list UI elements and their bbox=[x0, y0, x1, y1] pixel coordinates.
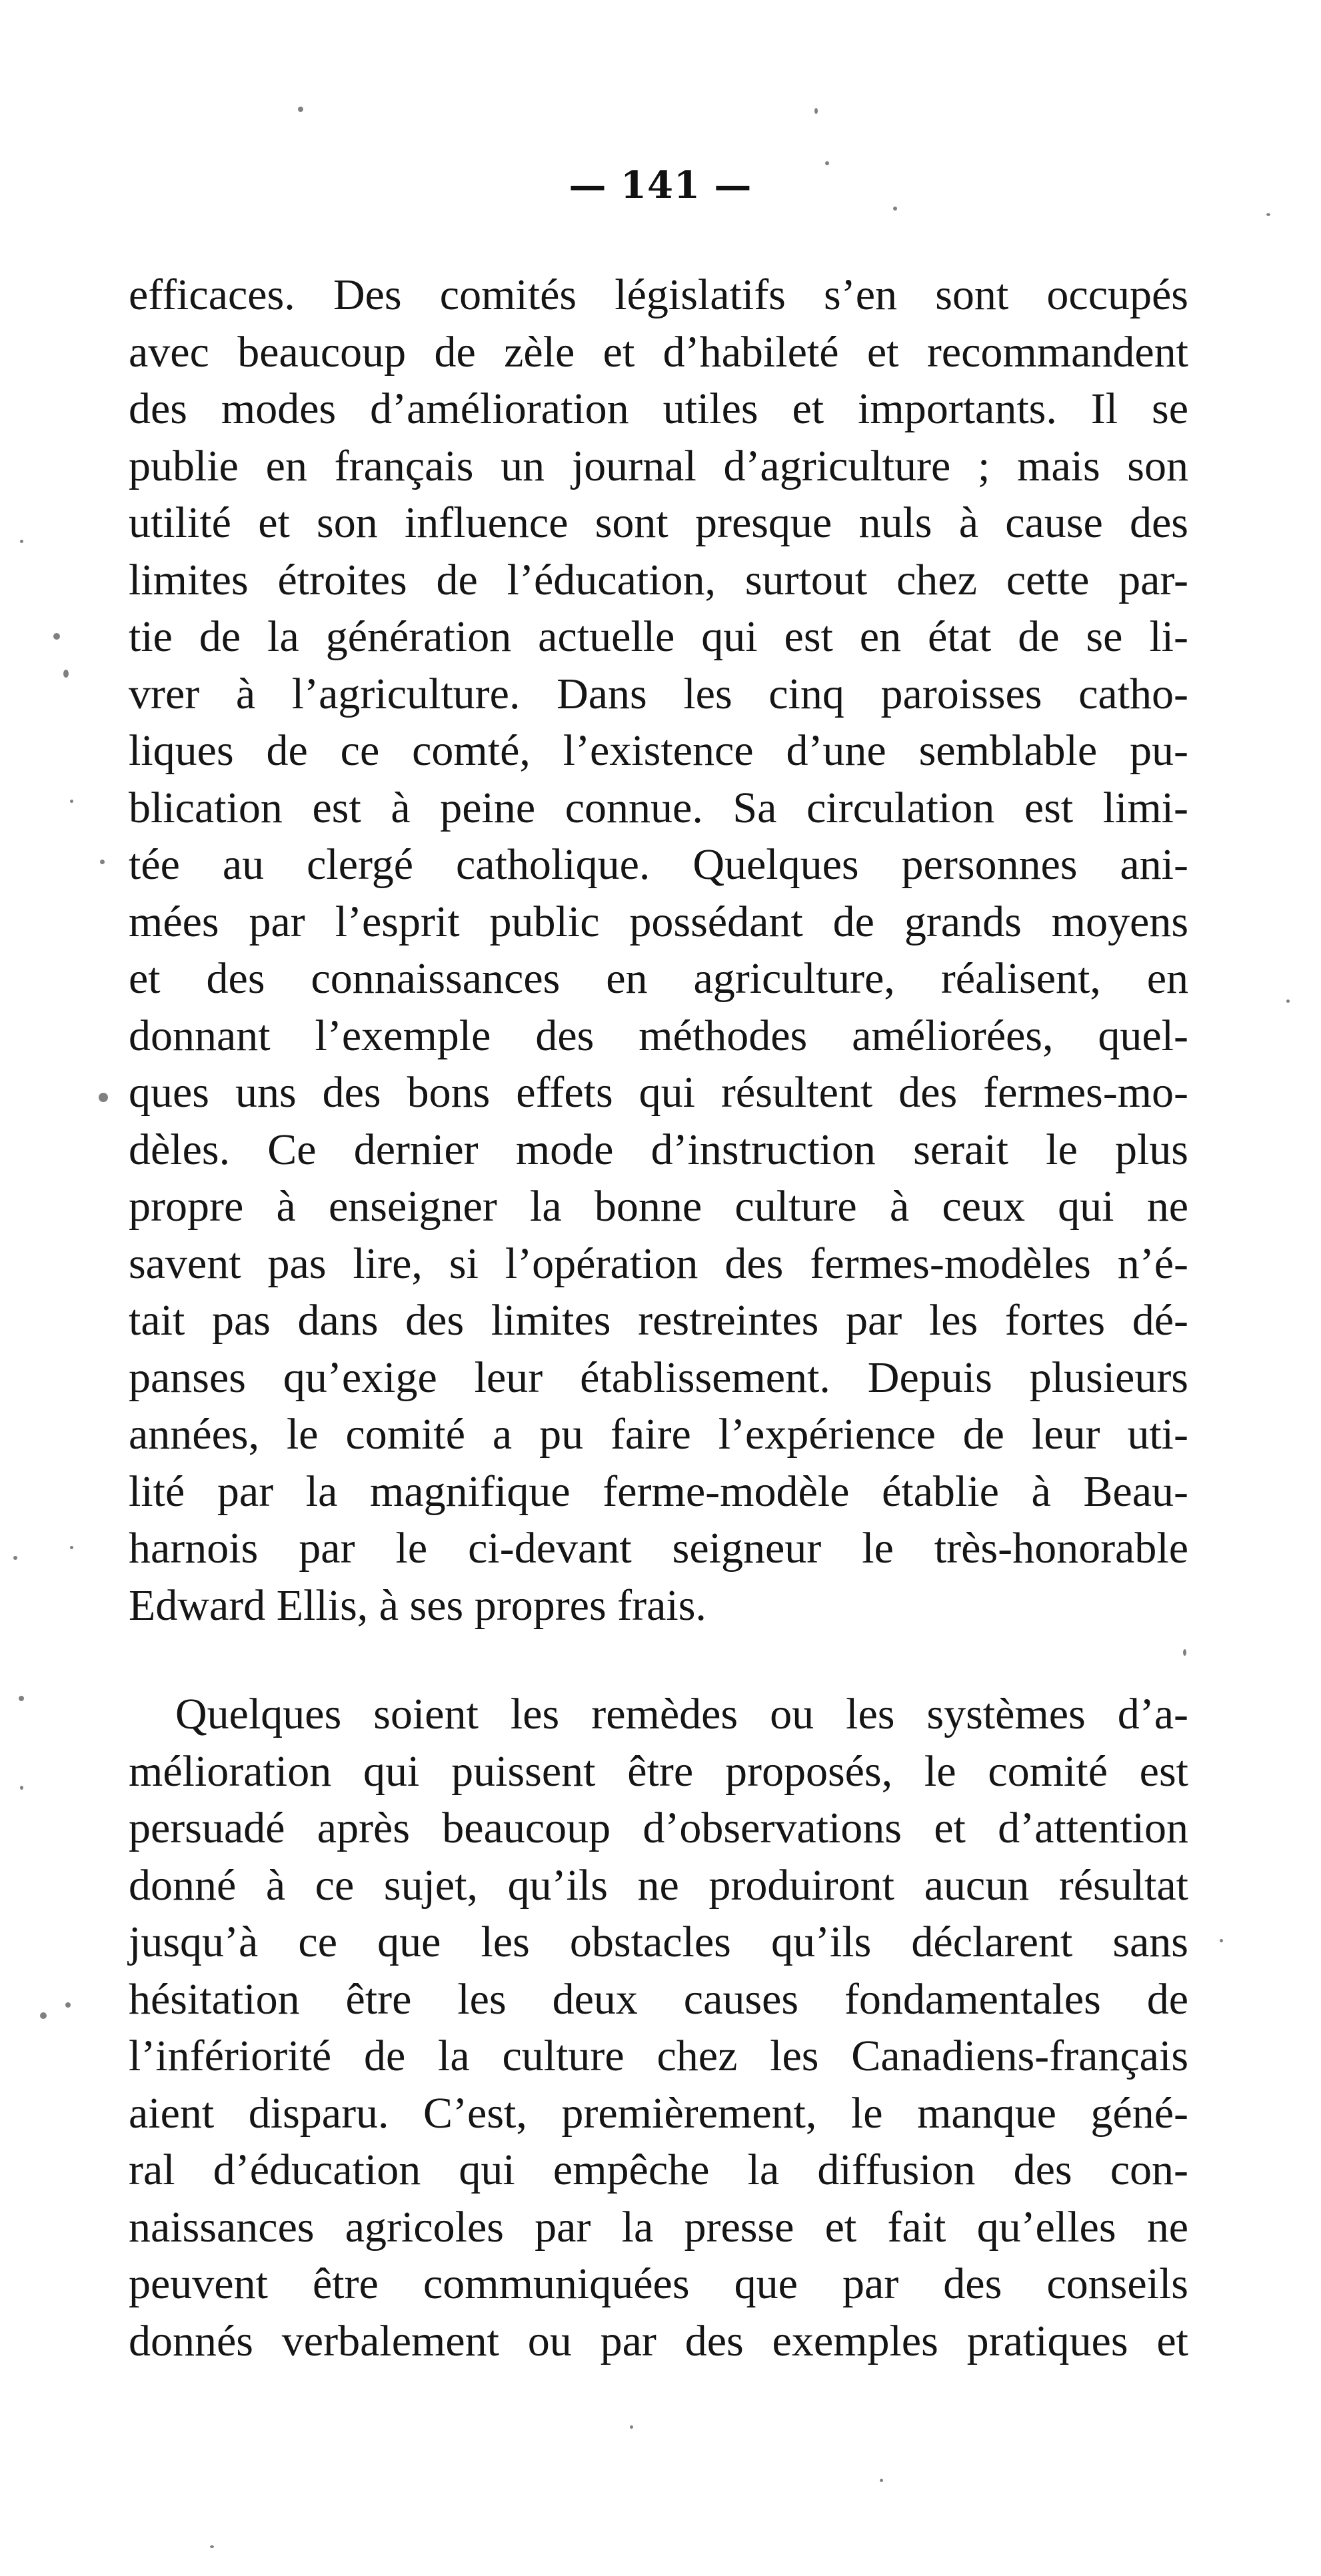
scan-speck bbox=[20, 540, 23, 543]
scan-speck bbox=[70, 800, 73, 803]
scan-speck bbox=[65, 2002, 71, 2008]
text-line: vrer à l’agriculture. Dans les cinq paroisses catho- bbox=[129, 669, 1188, 718]
text-line: naissances agricoles par la presse et fait qu’elles ne bbox=[129, 2202, 1188, 2252]
paragraph-1 bbox=[129, 267, 1188, 1634]
scan-speck bbox=[893, 207, 897, 211]
text-line: efficaces. Des comités législatifs s’en sont occupés bbox=[129, 271, 1188, 319]
text-line: avec beaucoup de zèle et d’habileté et recommandent bbox=[129, 327, 1188, 376]
scan-speck bbox=[20, 1786, 23, 1790]
scan-speck bbox=[53, 633, 60, 640]
text-line: des modes d’amélioration utiles et importants. Il se bbox=[129, 384, 1188, 433]
scan-speck bbox=[298, 107, 303, 112]
paragraph-2 bbox=[129, 1686, 1188, 2369]
text-line: publie en français un journal d’agriculture ; mais son bbox=[129, 441, 1188, 490]
scan-speck bbox=[70, 1546, 73, 1549]
scan-speck bbox=[19, 1696, 24, 1701]
text-line: peuvent être communiquées que par des conseils bbox=[129, 2259, 1188, 2308]
text-line: donnés verbalement ou par des exemples pratiques et bbox=[129, 2316, 1188, 2365]
text-line: ques uns des bons effets qui résultent des fermes-mo- bbox=[129, 1068, 1188, 1117]
page-number: — 141 — bbox=[569, 163, 752, 207]
scan-speck bbox=[40, 2012, 47, 2019]
text-line: panses qu’exige leur établissement. Depuis plusieurs bbox=[129, 1353, 1188, 1402]
text-line: tée au clergé catholique. Quelques personnes ani- bbox=[129, 840, 1188, 889]
text-line: savent pas lire, si l’opération des fermes-modèles n’é- bbox=[129, 1239, 1188, 1288]
scan-speck bbox=[1286, 999, 1290, 1003]
scan-speck bbox=[1220, 1939, 1223, 1942]
scan-speck bbox=[1183, 1649, 1186, 1656]
text-line: limites étroites de l’éducation, surtout chez cette par- bbox=[129, 555, 1188, 604]
text-line: années, le comité a pu faire l’expérience de leur uti- bbox=[129, 1410, 1188, 1459]
text-line: hésitation être les deux causes fondamentales de bbox=[129, 1974, 1188, 2024]
scan-speck bbox=[825, 161, 829, 165]
text-line: dèles. Ce dernier mode d’instruction serait le plus bbox=[129, 1125, 1188, 1174]
text-line: lité par la magnifique ferme-modèle établie à Beau- bbox=[129, 1467, 1188, 1516]
scan-speck bbox=[63, 670, 69, 678]
scan-speck bbox=[1266, 213, 1270, 216]
text-line: jusqu’à ce que les obstacles qu’ils déclarent sans bbox=[129, 1918, 1188, 1966]
scan-speck bbox=[100, 860, 105, 864]
text-line: mées par l’esprit public possédant de grands moyens bbox=[129, 897, 1188, 946]
text-line: persuadé après beaucoup d’observations et d’attention bbox=[129, 1804, 1188, 1852]
scan-speck bbox=[13, 1556, 17, 1560]
text-line: blication est à peine connue. Sa circulation est limi- bbox=[129, 783, 1188, 832]
text-line: aient disparu. C’est, premièrement, le manque géné- bbox=[129, 2088, 1188, 2138]
text-line: propre à enseigner la bonne culture à ceux qui ne bbox=[129, 1182, 1188, 1231]
text-line: liques de ce comté, l’existence d’une semblable pu- bbox=[129, 726, 1188, 775]
scan-speck bbox=[210, 2545, 214, 2548]
text-line: ral d’éducation qui empêche la diffusion des con- bbox=[129, 2146, 1188, 2194]
scan-speck bbox=[880, 2479, 883, 2482]
scan-speck bbox=[814, 108, 818, 114]
text-line: mélioration qui puissent être proposés, le comité est bbox=[129, 1746, 1188, 1796]
text-line: tait pas dans des limites restreintes par les fortes dé- bbox=[129, 1296, 1188, 1345]
text-line: utilité et son influence sont presque nuls à cause des bbox=[129, 498, 1188, 547]
scan-speck bbox=[99, 1093, 108, 1102]
text-line: et des connaissances en agriculture, réalisent, en bbox=[129, 954, 1188, 1003]
scan-speck bbox=[630, 2425, 633, 2429]
text-line: Edward Ellis, à ses propres frais. bbox=[129, 1581, 706, 1630]
text-line: harnois par le ci-devant seigneur le très-honorable bbox=[129, 1524, 1188, 1573]
text-line: l’infériorité de la culture chez les Canadiens-français bbox=[129, 2032, 1188, 2080]
text-line: donnant l’exemple des méthodes améliorées, quel- bbox=[129, 1011, 1188, 1060]
text-line: Quelques soient les remèdes ou les systèmes d’a- bbox=[175, 1690, 1188, 1738]
text-line: donné à ce sujet, qu’ils ne produiront aucun résultat bbox=[129, 1860, 1188, 1910]
text-line: tie de la génération actuelle qui est en état de se li- bbox=[129, 612, 1188, 661]
